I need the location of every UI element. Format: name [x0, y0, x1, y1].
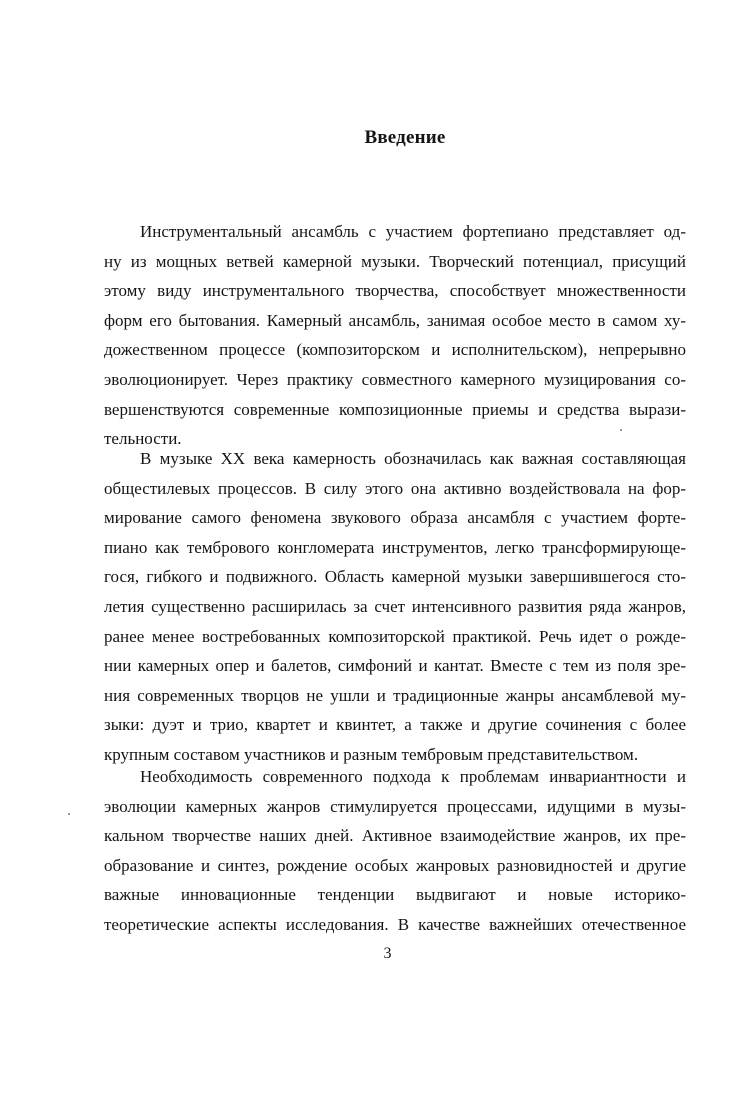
text-line: ну из мощных ветвей камерной музыки. Творческий потенциал, присущий: [104, 251, 686, 271]
text-line: кальном творчестве наших дней. Активное взаимодействие жанров, их пре-: [104, 826, 686, 846]
scan-speck: [68, 813, 70, 815]
text-line: пиано как тембрового конгломерата инструментов, легко трансформирующе-: [104, 537, 686, 557]
text-line: теоретические аспекты исследования. В качестве важнейших отечественное: [104, 914, 686, 934]
text-line: образование и синтез, рождение особых жанровых разновидностей и другие: [104, 855, 686, 875]
text-line: ния современных творцов не ушли и традиционные жанры ансамблевой му-: [104, 685, 686, 705]
text-line: эволюции камерных жанров стимулируется процессами, идущими в музы-: [104, 796, 686, 816]
paragraph-3: [104, 762, 686, 940]
page-title: Введение: [364, 127, 446, 148]
text-line: этому виду инструментального творчества, способствует множественности: [104, 281, 686, 301]
text-line: крупным составом участников и разным тембровым представительством.: [104, 744, 639, 764]
text-line: тельности.: [104, 429, 182, 449]
text-line: важные инновационные тенденции выдвигают и новые историко-: [104, 885, 686, 905]
paragraph-1: [104, 217, 686, 454]
text-line: мирование самого феномена звукового образа ансамбля с участием форте-: [104, 508, 686, 528]
text-line: ранее менее востребованных композиторской практикой. Речь идет о рожде-: [104, 626, 686, 646]
text-line: летия существенно расширилась за счет интенсивного развития ряда жанров,: [104, 596, 686, 616]
text-line: дожественном процессе (композиторском и исполнительском), непрерывно: [104, 340, 686, 360]
text-line: нии камерных опер и балетов, симфоний и кантат. Вместе с тем из поля зре-: [104, 656, 686, 676]
paragraph-2: [104, 444, 686, 770]
page-number: 3: [383, 945, 392, 962]
text-line: Инструментальный ансамбль с участием фортепиано представляет од-: [140, 222, 686, 241]
text-line: общестилевых процессов. В силу этого она активно воздействовала на фор-: [104, 478, 686, 498]
text-line: эволюционирует. Через практику совместного камерного музицирования со-: [104, 369, 686, 389]
text-line: Необходимость современного подхода к проблемам инвариантности и: [140, 767, 686, 786]
text-line: вершенствуются современные композиционные приемы и средства вырази-: [104, 399, 686, 419]
scan-speck: [620, 429, 622, 431]
text-line: гося, гибкого и подвижного. Область камерной музыки завершившегося сто-: [104, 567, 686, 587]
text-line: В музыке XX века камерность обозначилась как важная составляющая: [140, 449, 686, 468]
text-line: зыки: дуэт и трио, квартет и квинтет, а также и другие сочинения с более: [104, 715, 686, 735]
text-line: форм его бытования. Камерный ансамбль, занимая особое место в самом ху-: [104, 310, 686, 330]
